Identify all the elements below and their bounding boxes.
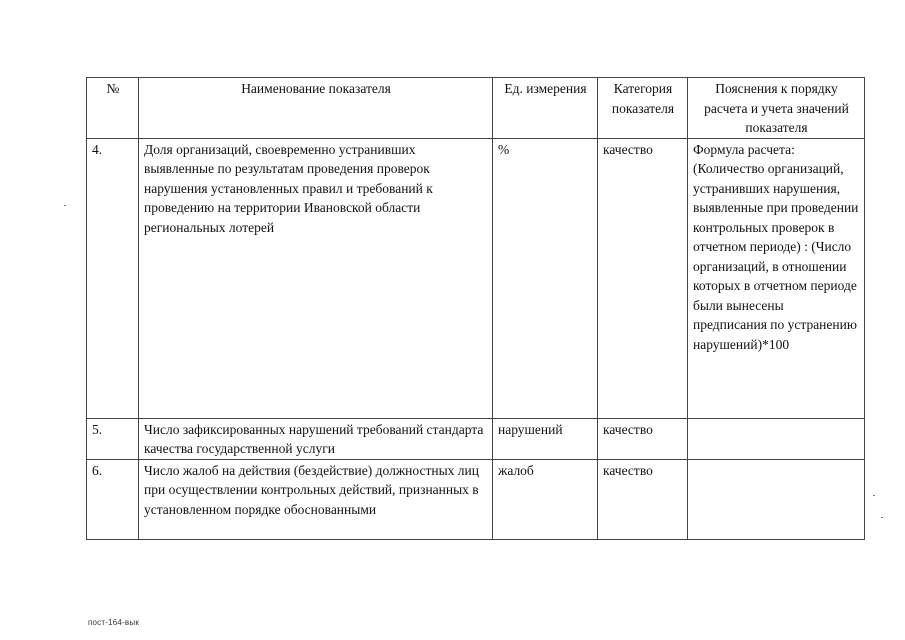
indicator-unit: % [493, 138, 598, 418]
indicator-notes [688, 459, 865, 539]
header-name: Наименование показателя [139, 78, 493, 139]
indicator-category: качество [598, 418, 688, 459]
row-number: 4. [87, 138, 139, 418]
indicator-category: качество [598, 459, 688, 539]
header-row [87, 78, 865, 139]
header-category: Категория показателя [598, 78, 688, 139]
header-unit: Ед. измерения [493, 78, 598, 139]
indicator-name: Число зафиксированных нарушений требований стандарта качества государственной услуги [139, 418, 493, 459]
indicator-unit: жалоб [493, 459, 598, 539]
table-row [87, 459, 865, 539]
indicator-name: Число жалоб на действия (бездействие) должностных лиц при осуществлении контрольных действий, признанных в установленном порядке обоснованными [139, 459, 493, 539]
scan-speck [873, 495, 875, 496]
scan-speck [881, 517, 883, 518]
header-notes: Пояснения к порядку расчета и учета значений показателя [688, 78, 865, 139]
row-number: 6. [87, 459, 139, 539]
scan-speck [64, 205, 66, 206]
indicators-table [86, 77, 865, 540]
footer-filename: пост-164-вык [88, 618, 140, 627]
indicator-category: качество [598, 138, 688, 418]
indicator-notes [688, 418, 865, 459]
table-row [87, 138, 865, 418]
indicator-notes: Формула расчета: (Количество организаций, устранивших нарушения, выявленные при проведении контрольных проверок в отчетном периоде) : (Число организаций, в отношении которых в отчетном периоде были вынесены предписания по устранению нарушений)*100 [688, 138, 865, 418]
header-num: № [87, 78, 139, 139]
indicator-unit: нарушений [493, 418, 598, 459]
indicator-name: Доля организаций, своевременно устранивших выявленные по результатам проведения проверок нарушения установленных правил и требований к проведению на территории Ивановской области региональных лотерей [139, 138, 493, 418]
row-number: 5. [87, 418, 139, 459]
table-row [87, 418, 865, 459]
